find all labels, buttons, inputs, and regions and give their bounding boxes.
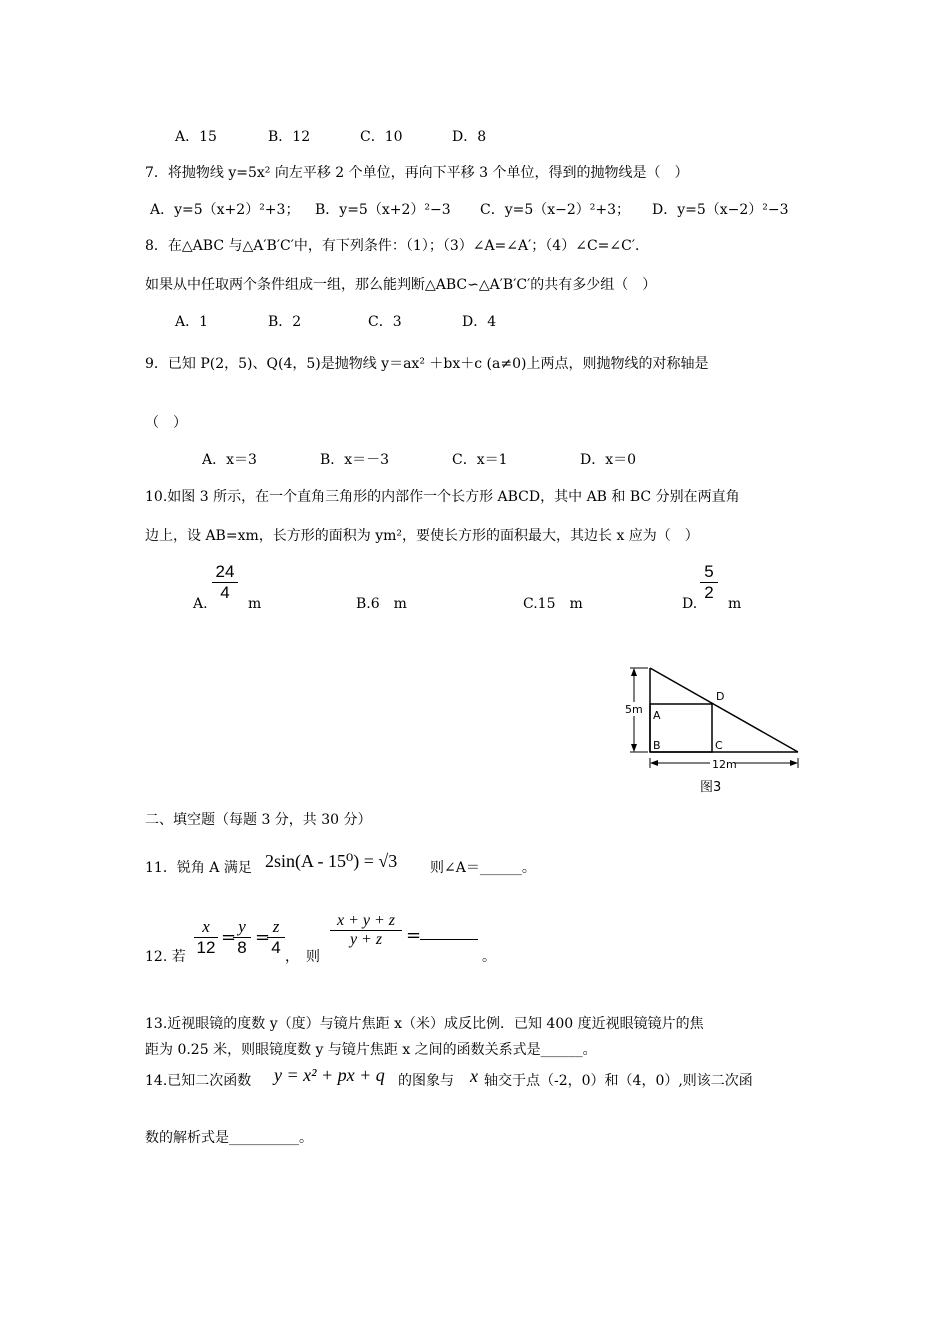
height-arrow-bottom xyxy=(631,744,637,752)
q13-line1: 13.近视眼镜的度数 y（度）与镜片焦距 x（米）成反比例．已知 400 度近视眼镜镜片的焦 xyxy=(145,1016,704,1032)
q10-option-a-denominator: 4 xyxy=(220,583,230,602)
q12-fraction-sum xyxy=(330,912,402,949)
q10-option-d-denominator: 2 xyxy=(704,583,714,602)
q14-middle: 的图象与 xyxy=(398,1073,454,1089)
q14-prefix: 14.已知二次函数 xyxy=(145,1073,252,1089)
point-b-label: B xyxy=(653,739,661,752)
q9-option-b: B．x＝－3 xyxy=(320,452,390,468)
q11-prefix: 11．锐角 A 满足 xyxy=(145,860,252,876)
label-12m: 12m xyxy=(712,758,737,771)
q7-option-b: B．y=5（x+2）²−3 xyxy=(315,202,451,218)
q12-fraction-y-numerator: y xyxy=(238,917,246,936)
q12-prefix: 12. 若 xyxy=(145,949,186,965)
figure-3-diagram xyxy=(620,660,810,800)
q14-line2: 数的解析式是__________。 xyxy=(145,1130,313,1146)
q12-fraction-z-numerator: z xyxy=(272,917,280,936)
label-5m: 5m xyxy=(625,703,643,716)
q9-option-a: A．x＝3 xyxy=(202,452,257,468)
q10-option-a-unit: m xyxy=(248,596,262,612)
q8-line1: 8．在△ABC 与△A′B′C′中，有下列条件：（1）；（3）∠A=∠A′；（4）∠C=∠C′． xyxy=(145,238,650,254)
q12-equals-2: = xyxy=(255,927,271,948)
q10-option-c: C.15 m xyxy=(523,596,583,612)
q12-fraction-x xyxy=(194,917,218,958)
q12-fraction-y-denominator: 8 xyxy=(237,938,247,957)
q9-option-c: C．x＝1 xyxy=(452,452,508,468)
q9-option-d: D．x＝0 xyxy=(580,452,637,468)
q8-option-d: D．4 xyxy=(462,314,497,330)
q10-option-d-numerator: 5 xyxy=(704,562,714,581)
q12-fraction-sum-numerator: x + y + z xyxy=(336,912,396,929)
q12-fraction-sum-denominator: y + z xyxy=(349,931,383,948)
q12-fraction-z-denominator: 4 xyxy=(271,938,281,957)
width-arrow-right xyxy=(790,760,798,766)
q6-option-d: D．8 xyxy=(452,129,487,145)
q10-line2: 边上，设 AB=xm，长方形的面积为 ym²，要使长方形的面积最大，其边长 x 应为（ ） xyxy=(145,528,699,544)
q7-option-a: A．y=5（x+2）²+3； xyxy=(150,202,300,218)
point-a-label: A xyxy=(653,709,661,722)
q12-end: 。 xyxy=(482,949,496,965)
q8-line2: 如果从中任取两个条件组成一组，那么能判断△ABC∽△A′B′C′的共有多少组（ ） xyxy=(145,277,657,293)
q8-option-b: B．2 xyxy=(268,314,302,330)
q8-option-c: C．3 xyxy=(368,314,402,330)
q11-suffix: 则∠A＝______。 xyxy=(430,860,536,876)
point-d-label: D xyxy=(716,690,725,703)
q7-option-d: D．y=5（x−2）²−3 xyxy=(652,202,789,218)
q7-text: 7．将抛物线 y=5x² 向左平移 2 个单位，再向下平移 3 个单位，得到的抛物线是（ ） xyxy=(145,165,689,181)
q14-variable-x: x xyxy=(470,1066,478,1086)
q10-option-a-numerator: 24 xyxy=(215,562,235,581)
q6-option-c: C．10 xyxy=(360,129,403,145)
q6-option-b: B．12 xyxy=(268,129,311,145)
q10-option-d-label: D. xyxy=(682,596,698,612)
section-2-heading: 二、填空题（每题 3 分，共 30 分） xyxy=(145,812,372,828)
q12-mid: ， 则 xyxy=(285,949,320,965)
q13-line2: 距为 0.25 米，则眼镜度数 y 与镜片焦距 x 之间的函数关系式是______。 xyxy=(145,1042,597,1058)
q12-equals-1: = xyxy=(221,927,237,948)
q12-fraction-z xyxy=(267,917,285,958)
q8-option-a: A．1 xyxy=(175,314,209,330)
q9-line2: （ ） xyxy=(145,415,187,431)
q11-formula: 2sin(A - 15⁰) = √3 xyxy=(265,851,398,871)
q7-option-c: C．y=5（x−2）²+3； xyxy=(480,202,631,218)
q10-line1: 10.如图 3 所示，在一个直角三角形的内部作一个长方形 ABCD，其中 AB 和 BC 分别在两直角 xyxy=(145,489,740,505)
q12-equals-3: = xyxy=(406,925,422,946)
q9-line1: 9．已知 P(2，5)、Q(4，5)是抛物线 y＝ax² ＋bx＋c (a≠0)上两点，则抛物线的对称轴是 xyxy=(145,356,709,372)
width-arrow-left xyxy=(650,760,658,766)
q10-option-a-fraction xyxy=(212,562,238,603)
q12-fraction-y xyxy=(233,917,251,958)
q12-fraction-x-denominator: 12 xyxy=(196,938,216,957)
q14-formula: y = x² + px + q xyxy=(274,1065,385,1085)
q12-answer-blank[interactable] xyxy=(420,925,478,940)
figure-caption: 图3 xyxy=(700,780,722,795)
q10-option-d-fraction xyxy=(700,562,718,603)
q14-suffix: 轴交于点（-2，0）和（4，0）,则该二次函 xyxy=(484,1073,753,1089)
q10-option-d-unit: m xyxy=(728,596,742,612)
point-c-label: C xyxy=(715,739,723,752)
height-arrow-top xyxy=(631,668,637,676)
q12-fraction-x-numerator: x xyxy=(202,917,210,936)
q6-option-a: A．15 xyxy=(175,129,217,145)
q10-option-b: B.6 m xyxy=(356,596,407,612)
q10-option-a-label: A. xyxy=(193,596,208,612)
triangle-hypotenuse xyxy=(650,668,798,752)
